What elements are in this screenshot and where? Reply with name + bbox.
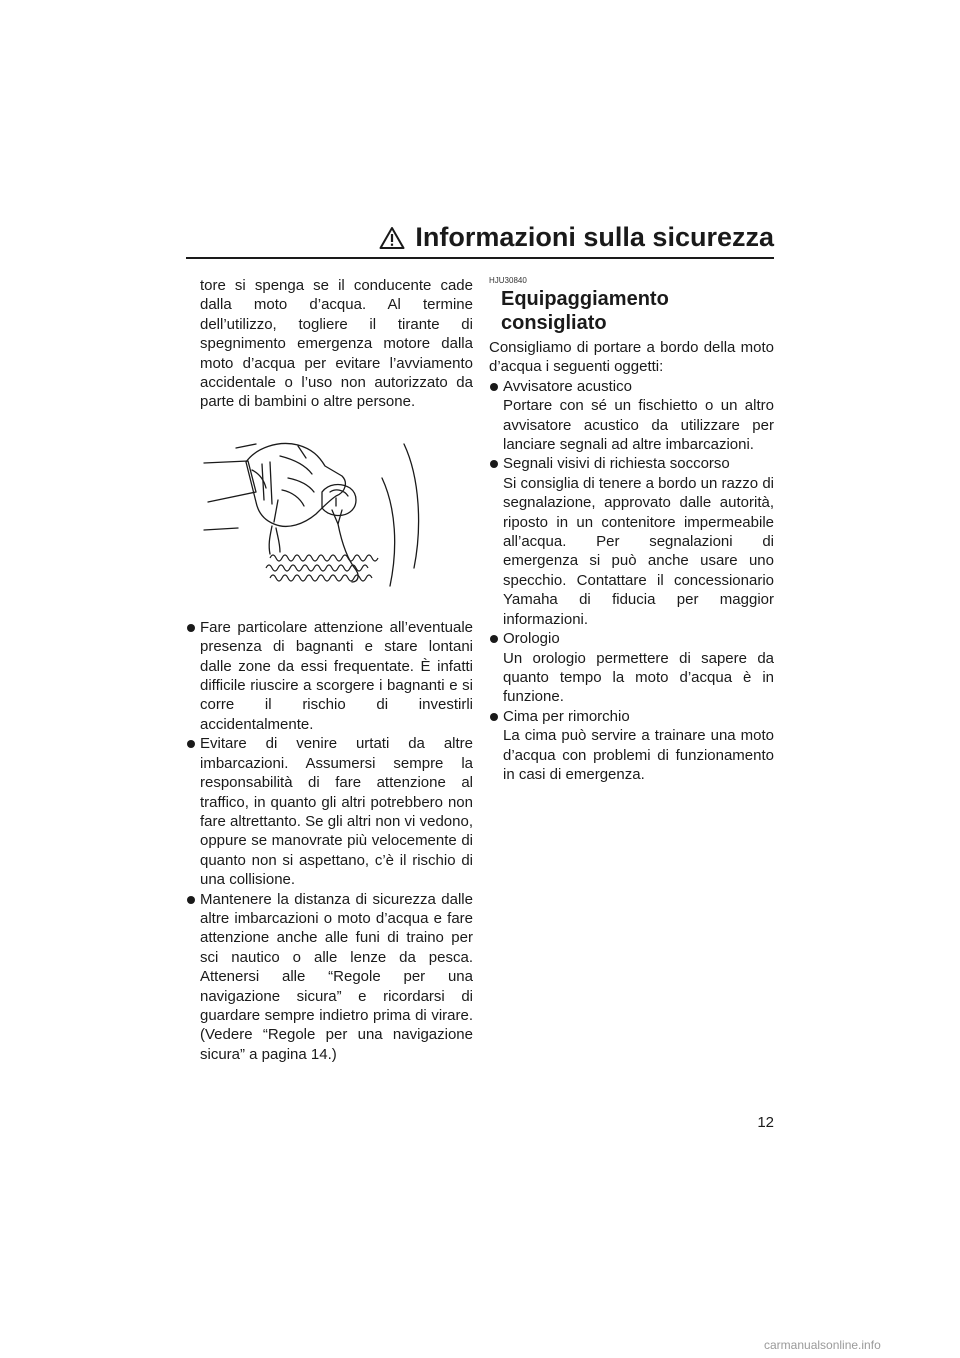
- header-title-group: [379, 222, 774, 253]
- item-description: La cima può servire a trainare una moto d’acqua con problemi di funzionamento in casi di emergenza.: [503, 727, 774, 783]
- list-item: [489, 629, 774, 707]
- list-item: [489, 377, 774, 455]
- bullet-icon: [187, 896, 195, 904]
- bullet-icon: [490, 383, 498, 391]
- hand-lanyard-drawing: [186, 418, 473, 608]
- right-column: [489, 276, 774, 784]
- list-item: [489, 707, 774, 785]
- bullet-icon: [490, 635, 498, 643]
- lanyard-illustration: [186, 418, 473, 608]
- section-heading: Equipaggiamento consigliato: [501, 288, 669, 334]
- intro-paragraph: tore si spenga se il conducente cade dalla moto d’acqua. Al termine dell’utilizzo, togliere il tirante di spegnimento emergenza motore dalla moto d’acqua per evitare l’avviamento accidentale o l’uso non autorizzato da parte di bambini o altre persone.: [200, 277, 473, 411]
- item-description: Portare con sé un fischietto o un altro avvisatore acustico da utilizzare per lanciare segnali ad altre imbarcazioni.: [503, 397, 774, 454]
- watermark-text: carmanualsonline.info: [764, 1338, 881, 1352]
- item-title: Cima per rimorchio: [503, 707, 630, 725]
- page-title: Informazioni sulla sicurezza: [415, 222, 774, 252]
- bullet-text: Mantenere la distanza di sicurezza dalle altre imbarcazioni o moto d’acqua e fare attenzione anche alle funi di traino per sci nautico o alle lenze da pesca. Attenersi alle “Regole per una navigazione sicura” e ricordarsi di guardare sempre indietro prima di virare. (Vedere “Regole per una navigazione sicura” a pagina 14.): [200, 890, 473, 1063]
- left-column: [186, 276, 473, 1064]
- warning-triangle-icon: [379, 226, 405, 250]
- bullet-icon: [187, 740, 195, 748]
- header-divider: [186, 257, 774, 259]
- item-description: Un orologio permettere di sapere da quanto tempo la moto d’acqua è in funzione.: [503, 649, 774, 706]
- list-item: [489, 454, 774, 629]
- list-item: [186, 618, 473, 734]
- page-number: 12: [757, 1114, 774, 1131]
- list-item: [186, 890, 473, 1065]
- list-item: [186, 734, 473, 889]
- item-title: Orologio: [503, 630, 560, 648]
- section-code: HJU30840: [489, 276, 527, 285]
- bullet-icon: [490, 713, 498, 721]
- bullet-icon: [490, 460, 498, 468]
- bullet-text: Evitare di venire urtati da altre imbarcazioni. Assumersi sempre la responsabilità di fare attenzione al traffico, in quanto gli altri potrebbero non fare altrettanto. Se gli altri non vi vedono, oppure se manovrate più velocemente di quanto non si aspettano, c’è il rischio di una collisione.: [200, 735, 473, 889]
- item-title: Segnali visivi di richiesta soccorso: [503, 455, 730, 473]
- bullet-icon: [187, 624, 195, 632]
- section-intro: Consigliamo di portare a bordo della moto d’acqua i seguenti oggetti:: [489, 339, 774, 376]
- page-header: [186, 222, 774, 256]
- item-title: Avvisatore acustico: [503, 377, 632, 395]
- bullet-text: Fare particolare attenzione all’eventuale presenza di bagnanti e stare lontani dalle zone da essi frequentate. È infatti difficile riuscire a scorgere i bagnanti e si corre il rischio di investirli accidentalmente.: [200, 618, 473, 733]
- item-description: Si consiglia di tenere a bordo un razzo di segnalazione, approvato dalle autorità, riposto in un contenitore impermeabile all’acqua. Per segnalazioni di emergenza si può anche usare uno specchio. Contattare il concessionario Yamaha di fiducia per maggior informazioni.: [503, 474, 774, 628]
